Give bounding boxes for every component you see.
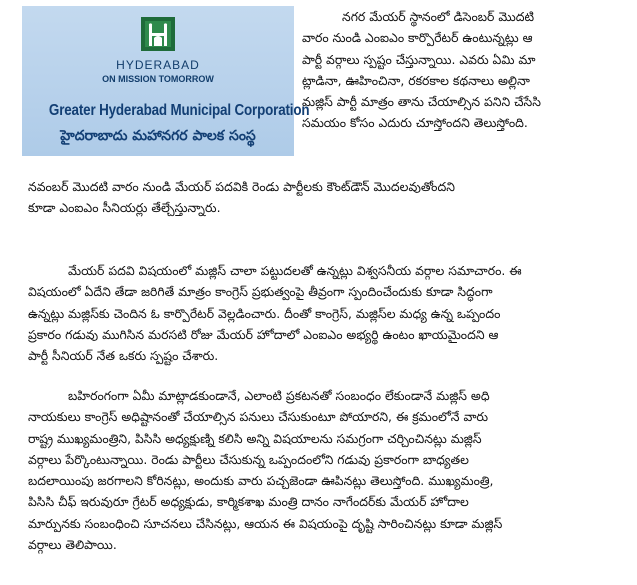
article-line: రాష్ట్ర ముఖ్యమంత్రిని, పిసిసి అధ్యక్షుణ్ని కలిసి అన్ని విషయాలను సమగ్రంగా చర్చించినట్లు మజ్లిస్ [28,430,482,446]
article-line: ప్రకారం గడువు ముగిసిన మరసటి రోజు మేయర్ హోదాలో ఎంఐఎం అభ్యర్థి ఉంటం ఖాయమైందని ఆ [28,326,499,342]
article-line: ఉన్నట్లు మజ్లిస్‌కు చెందిన ఓ కార్పొరేటర్ వెల్లడించారు. దీంతో కాంగ్రెస్, మజ్లిస్‌ల మధ్య ఉన్న ఒప్పందం [28,305,501,321]
article-paragraph-1 [302,6,620,134]
article-paragraph-3 [28,260,618,366]
article-line: ట్లాడినా, ఊహించినా, రకరకాల కథనాలు అల్లినా [302,72,530,88]
article-line: మార్పునకు సంబంధించి సూచనలు చేసినట్లు, ఆయన ఈ విషయంపై దృష్టి సారించినట్లు కూడా మజ్లిస్ [28,515,503,531]
article-line: విషయంలో ఏదేని తేడా జరిగితే మాత్రం కాంగ్రెస్ ప్రభుత్వంపై తీవ్రంగా స్పందించేందుకు కూడా సిద్ధంగా [28,284,493,300]
article-line: వారం నుండి ఎంఐఎం కార్పొరేటర్ ఉంటున్నట్లు ఆ [302,30,533,46]
article-line: పార్టీ సీనియర్ నేత ఒకరు స్పష్టం చేశారు. [28,348,219,364]
logo-city: HYDERABAD [116,58,200,72]
charminar-icon [138,14,178,54]
article-line: వర్గాలు తెలిపాయి. [28,537,117,553]
ghmc-logo [22,6,310,156]
article-line: కూడా ఎంఐఎం సీనియర్లు తేల్చేస్తున్నారు. [28,200,221,216]
article-line: బహిరంగంగా ఏమీ మాట్లాడకుండానే, ఎలాంటి ప్రకటనతో సంబంధం లేకుండానే మజ్లిస్ అధి [68,388,490,403]
article-line: మేయర్ పదవి విషయంలో మజ్లిస్ చాలా పట్టుదలతో ఉన్నట్లు విశ్వసనీయ వర్గాల సమాచారం. ఈ [68,263,522,278]
article-line: పార్టీ వర్గాలు స్పష్టం చేస్తున్నాయి. ఎవరు ఏమి మా [302,51,536,67]
article-line: బదలాయింపు జరగాలని కోరినట్లు, అందుకు వారు పచ్చజెండా ఊపినట్లు తెలుస్తోంది. ముఖ్యమంత్రి, [28,473,494,489]
article-line: నాయకులు కాంగ్రెస్ అధిష్టానంతో చేయాల్సిన పనులు చేసుకుంటూ పోయారని, ఈ క్రమంలోనే వారు [28,409,489,425]
article-line: వర్గాలు పేర్కొంటున్నాయి. రెండు పార్టీలు చేసుకున్న ఒప్పందంలోని గడువు ప్రకారంగా బాధ్యతల [28,451,469,467]
article-line: మజ్లిస్ పార్టీ మాత్రం తాను చేయాల్సిన పనిని చేసేసి [302,94,541,110]
logo-org-telugu: హైదరాబాదు మహానగర పాలక సంస్థ [60,128,256,144]
article-line: సమయం కోసం ఎదురు చూస్తోందని తెలుస్తోంది. [302,115,528,131]
article-paragraph-4 [28,385,618,555]
logo-org-english: Greater Hyderabad Municipal Corporation [48,102,310,119]
article-line: నగర మేయర్ స్థానంలో డిసెంబర్ మొదటి [342,9,535,24]
article-paragraph-2 [28,176,618,219]
article-line: పిసిసి చీఫ్ ఇరువురూ గ్రేటర్ అధ్యక్షుడు, కార్మికశాఖ మంత్రి దానం నాగేందర్‌కు మేయర్ హోదాల [28,494,469,510]
article-line: నవంబర్ మొదటి వారం నుండి మేయర్ పదవికి రెండు పార్టీలకు కౌంట్‌డౌన్ మొదలవుతోందని [28,179,455,194]
logo-tagline: ON MISSION TOMORROW [102,74,214,84]
